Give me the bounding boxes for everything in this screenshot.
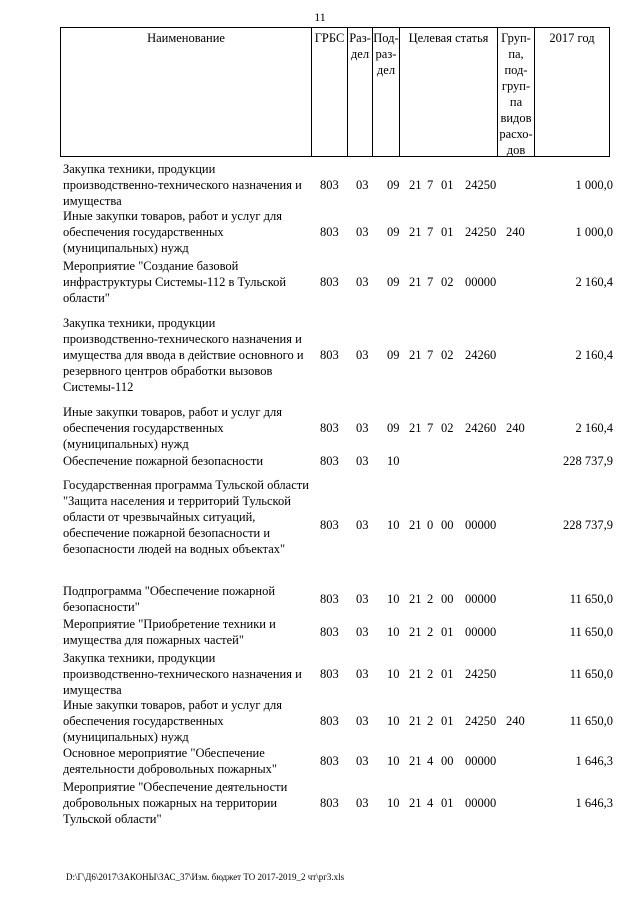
row-razdel: 03 (356, 754, 369, 768)
row-target-measure: 01 (441, 667, 454, 681)
row-target-program: 21 (409, 518, 422, 532)
header-grbs: ГРБС (312, 28, 348, 156)
row-target-measure: 00 (441, 592, 454, 606)
row-razdel: 03 (356, 625, 369, 639)
row-target-measure: 02 (441, 421, 454, 435)
row-grbs: 803 (320, 348, 339, 362)
header-name: Наименование (61, 28, 312, 156)
row-sum: 11 650,0 (569, 625, 613, 639)
row-grbs: 803 (320, 421, 339, 435)
row-grbs: 803 (320, 667, 339, 681)
row-podrazdel: 09 (387, 178, 400, 192)
row-target-program: 21 (409, 178, 422, 192)
row-target-code: 24260 (465, 348, 497, 362)
row-target-program: 21 (409, 348, 422, 362)
row-podrazdel: 10 (387, 796, 400, 810)
row-target-program: 21 (409, 714, 422, 728)
header-year: 2017 год (549, 31, 595, 45)
row-target-program: 21 (409, 625, 422, 639)
row-name: Иные закупки товаров, работ и услуг для обеспечения государственных (муниципальных) нужд (63, 209, 283, 255)
row-grbs: 803 (320, 754, 339, 768)
row-target-measure: 01 (441, 625, 454, 639)
row-target-subprogram: 7 (427, 421, 434, 435)
row-sum: 1 646,3 (575, 754, 613, 768)
row-target-program: 21 (409, 421, 422, 435)
row-sum: 228 737,9 (563, 454, 613, 468)
row-podrazdel: 10 (387, 754, 400, 768)
row-target-program: 21 (409, 592, 422, 606)
row-target-code: 00000 (465, 592, 497, 606)
row-target-code: 24250 (465, 714, 497, 728)
page-number: 11 (314, 10, 326, 24)
row-podrazdel: 10 (387, 518, 400, 532)
row-razdel: 03 (356, 592, 369, 606)
row-target-code: 00000 (465, 754, 497, 768)
row-target-program: 21 (409, 275, 422, 289)
row-name: Подпрограмма "Обеспечение пожарной безопасности" (63, 584, 276, 614)
row-sum: 1 646,3 (575, 796, 613, 810)
row-target-program: 21 (409, 754, 422, 768)
row-target-subprogram: 4 (427, 754, 434, 768)
header-target: Целевая статья (400, 28, 498, 156)
row-name: Закупка техники, продукции производственно-технического назначения и имущества (63, 162, 302, 208)
row-razdel: 03 (356, 178, 369, 192)
row-sum: 2 160,4 (575, 348, 613, 362)
row-grbs: 803 (320, 225, 339, 239)
row-name: Основное мероприятие "Обеспечение деятельности добровольных пожарных" (63, 746, 277, 776)
row-target-code: 00000 (465, 625, 497, 639)
row-target-program: 21 (409, 225, 422, 239)
row-target-measure: 02 (441, 348, 454, 362)
file-path-footer: D:\Г\Д6\2017\ЗАКОНЫ\ЗАС_37\Изм. бюджет ТО 2017-2019_2 чт\рг3.xls (66, 872, 345, 882)
row-target-code: 24250 (465, 667, 497, 681)
row-target-code: 24250 (465, 225, 497, 239)
row-podrazdel: 10 (387, 625, 400, 639)
row-sum: 11 650,0 (569, 667, 613, 681)
row-razdel: 03 (356, 667, 369, 681)
row-name: Государственная программа Тульской области "Защита населения и территорий Тульской области от чрезвычайных ситуаций, обеспечение пожарной безопасности и безопасности людей на водных объектах" (63, 478, 309, 556)
row-podrazdel: 09 (387, 421, 400, 435)
row-razdel: 03 (356, 518, 369, 532)
row-sum: 228 737,9 (563, 518, 613, 532)
header-podrazdel: Под- раз- дел (373, 28, 400, 156)
row-grbs: 803 (320, 714, 339, 728)
row-target-measure: 02 (441, 275, 454, 289)
row-target-subprogram: 2 (427, 625, 434, 639)
row-razdel: 03 (356, 421, 369, 435)
row-target-measure: 00 (441, 754, 454, 768)
row-group: 240 (506, 421, 525, 435)
row-name: Закупка техники, продукции производственно-технического назначения и имущества для ввода в действие основного и резервного центров обработки вызовов Системы-112 (63, 316, 304, 394)
row-grbs: 803 (320, 518, 339, 532)
row-target-subprogram: 7 (427, 225, 434, 239)
row-grbs: 803 (320, 178, 339, 192)
row-razdel: 03 (356, 275, 369, 289)
row-name: Мероприятие "Создание базовой инфраструктуры Системы-112 в Тульской области" (63, 259, 287, 305)
row-target-code: 00000 (465, 518, 497, 532)
row-razdel: 03 (356, 348, 369, 362)
row-sum: 2 160,4 (575, 275, 613, 289)
row-target-program: 21 (409, 667, 422, 681)
row-name: Иные закупки товаров, работ и услуг для обеспечения государственных (муниципальных) нужд (63, 698, 283, 744)
row-razdel: 03 (356, 454, 369, 468)
row-razdel: 03 (356, 225, 369, 239)
row-target-subprogram: 0 (427, 518, 434, 532)
row-name: Закупка техники, продукции производственно-технического назначения и имущества (63, 651, 302, 697)
header-razdel: Раз- дел (348, 28, 373, 156)
row-target-subprogram: 7 (427, 348, 434, 362)
row-target-subprogram: 2 (427, 592, 434, 606)
row-razdel: 03 (356, 796, 369, 810)
row-target-measure: 01 (441, 225, 454, 239)
row-grbs: 803 (320, 454, 339, 468)
row-podrazdel: 09 (387, 225, 400, 239)
row-group: 240 (506, 225, 525, 239)
row-sum: 11 650,0 (569, 592, 613, 606)
row-target-code: 00000 (465, 275, 497, 289)
row-target-subprogram: 2 (427, 667, 434, 681)
row-podrazdel: 10 (387, 454, 400, 468)
row-name: Мероприятие "Приобретение техники и имущества для пожарных частей" (63, 617, 276, 647)
row-grbs: 803 (320, 592, 339, 606)
row-sum: 11 650,0 (569, 714, 613, 728)
row-target-program: 21 (409, 796, 422, 810)
row-podrazdel: 10 (387, 592, 400, 606)
row-target-measure: 00 (441, 518, 454, 532)
table-header (60, 27, 610, 157)
row-target-code: 00000 (465, 796, 497, 810)
row-target-subprogram: 7 (427, 178, 434, 192)
row-target-subprogram: 2 (427, 714, 434, 728)
row-group: 240 (506, 714, 525, 728)
row-sum: 2 160,4 (575, 421, 613, 435)
row-podrazdel: 10 (387, 714, 400, 728)
row-sum: 1 000,0 (575, 178, 613, 192)
row-sum: 1 000,0 (575, 225, 613, 239)
row-target-measure: 01 (441, 714, 454, 728)
row-name: Обеспечение пожарной безопасности (63, 454, 264, 468)
row-podrazdel: 09 (387, 348, 400, 362)
row-razdel: 03 (356, 714, 369, 728)
row-target-measure: 01 (441, 178, 454, 192)
row-target-code: 24260 (465, 421, 497, 435)
row-target-measure: 01 (441, 796, 454, 810)
row-target-subprogram: 7 (427, 275, 434, 289)
row-name: Мероприятие "Обеспечение деятельности добровольных пожарных на территории Тульской области" (63, 780, 288, 826)
row-podrazdel: 09 (387, 275, 400, 289)
row-target-subprogram: 4 (427, 796, 434, 810)
row-name: Иные закупки товаров, работ и услуг для обеспечения государственных (муниципальных) нужд (63, 405, 283, 451)
row-grbs: 803 (320, 625, 339, 639)
header-group: Груп- па, под- груп- па видов расхо- дов (498, 28, 535, 156)
row-grbs: 803 (320, 275, 339, 289)
row-target-code: 24250 (465, 178, 497, 192)
row-grbs: 803 (320, 796, 339, 810)
row-podrazdel: 10 (387, 667, 400, 681)
